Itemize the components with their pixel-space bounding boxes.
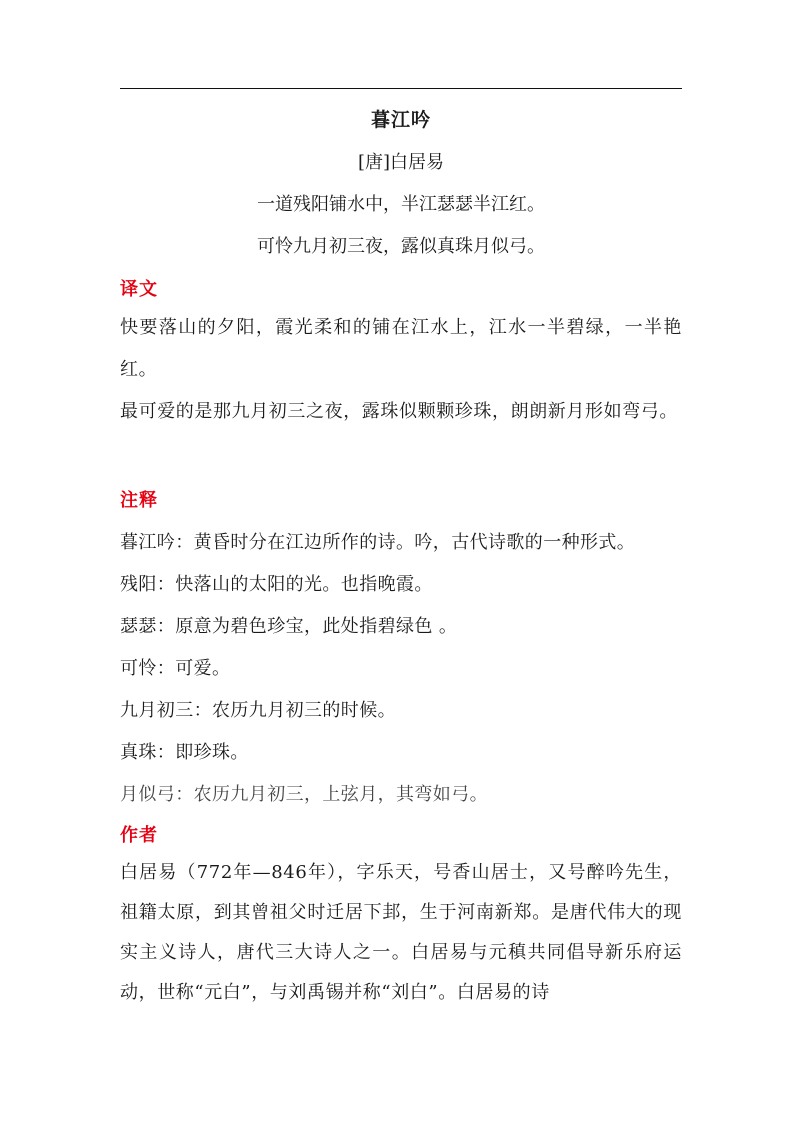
note-item: 瑟瑟：原意为碧色珍宝，此处指碧绿色 。 [120, 616, 458, 637]
section-heading-translation: 译文 [120, 279, 158, 300]
note-item: 月似弓：农历九月初三，上弦月，其弯如弓。 [120, 784, 488, 805]
poem-author: [唐]白居易 [357, 152, 445, 173]
document-page [120, 0, 682, 1131]
poem-line: 可怜九月初三夜，露似真珠月似弓。 [257, 236, 545, 257]
header-rule [120, 88, 682, 89]
note-item: 真珠：即珍珠。 [120, 742, 249, 763]
section-heading-author: 作者 [120, 825, 158, 846]
note-item: 残阳：快落山的太阳的光。也指晚霞。 [120, 574, 433, 595]
author-paragraph: 白居易（772年—846年），字乐天，号香山居士，又号醉吟先生，祖籍太原，到其曾祖父时迁居下邽，生于河南新郑。是唐代伟大的现实主义诗人，唐代三大诗人之一。白居易与元稹共同倡导新乐府运动，世称“元白”，与刘禹锡并称“刘白”。白居易的诗 [120, 862, 682, 1003]
translation-paragraph: 最可爱的是那九月初三之夜，露珠似颗颗珍珠，朗朗新月形如弯弓。 [120, 401, 678, 422]
section-heading-notes: 注释 [120, 490, 158, 511]
poem-title: 暮江吟 [370, 109, 431, 131]
note-item: 可怜：可爱。 [120, 658, 231, 679]
poem-line: 一道残阳铺水中，半江瑟瑟半江红。 [257, 194, 545, 215]
translation-paragraph: 快要落山的夕阳，霞光柔和的铺在江水上，江水一半碧绿，一半艳红。 [120, 317, 682, 380]
note-item: 九月初三：农历九月初三的时候。 [120, 700, 396, 721]
note-item: 暮江吟：黄昏时分在江边所作的诗。吟，古代诗歌的一种形式。 [120, 532, 636, 553]
